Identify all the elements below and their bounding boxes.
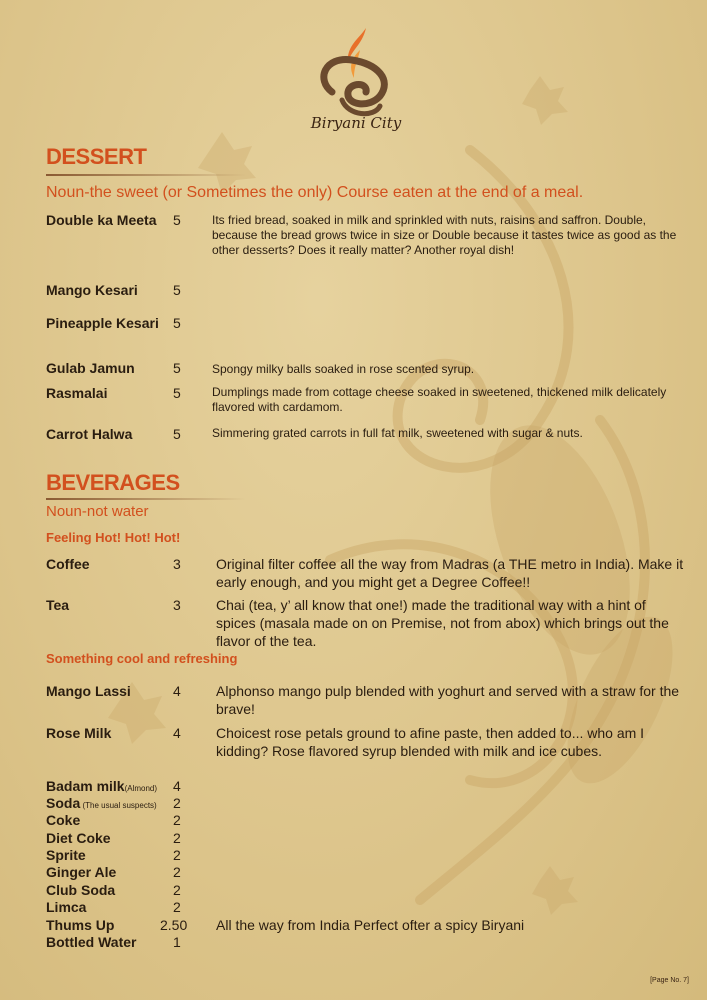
item-name: Rasmalai	[46, 385, 108, 401]
cool-drinks-heading: Something cool and refreshing	[46, 651, 238, 666]
brand-name: Biryani City	[310, 114, 402, 132]
item-price: 2	[173, 864, 181, 880]
item-price: 5	[173, 282, 181, 298]
item-name: Soda	[46, 795, 81, 811]
item-price: 2	[173, 812, 181, 828]
item-price: 5	[173, 315, 181, 331]
item-name: Badam milk	[46, 778, 125, 794]
item-description: Original filter coffee all the way from Madras (a THE metro in India). Make it early enough, and you might get a Degree Coffee!!	[216, 556, 684, 590]
item-name: Mango Kesari	[46, 282, 138, 298]
item-price: 4	[173, 778, 181, 794]
item-name: Limca	[46, 899, 87, 915]
item-name: Rose Milk	[46, 725, 112, 741]
item-name: Mango Lassi	[46, 683, 131, 699]
item-price: 5	[173, 360, 181, 376]
dessert-subtitle: Noun-the sweet (or Sometimes the only) Course eaten at the end of a meal.	[46, 184, 584, 201]
item-description: Simmering grated carrots in full fat milk, sweetened with sugar & nuts.	[212, 426, 583, 440]
item-price: 2	[173, 830, 181, 846]
item-description: Chai (tea, y’ all know that one!) made the traditional way with a hint of spices (masala made on on Premise, not from abox) which brings out the flavor of the tea.	[216, 597, 669, 649]
item-name: Diet Coke	[46, 830, 111, 846]
item-description: Dumplings made from cottage cheese soaked in sweetened, thickened milk delicately flavored with cardamom.	[212, 385, 667, 414]
item-price: 5	[173, 212, 181, 228]
item-price: 2	[173, 847, 181, 863]
item-price: 2	[173, 899, 181, 915]
item-name: Carrot Halwa	[46, 426, 133, 442]
item-note: (Almond)	[124, 784, 158, 793]
beverages-heading: BEVERAGES	[46, 470, 180, 495]
item-description: Its fried bread, soaked in milk and sprinkled with nuts, raisins and saffron. Double, because the bread grows twice in size or Double because it tastes twice as good as the other desserts? Does it really matter? Another royal dish!	[212, 213, 677, 257]
item-price: 3	[173, 556, 181, 572]
item-description: Alphonso mango pulp blended with yoghurt and served with a straw for the brave!	[216, 683, 680, 717]
item-price: 5	[173, 426, 181, 442]
item-price: 2	[173, 795, 181, 811]
hot-drinks-heading: Feeling Hot! Hot! Hot!	[46, 530, 181, 545]
item-description: All the way from India Perfect ofter a spicy Biryani	[216, 917, 525, 933]
item-name: Gulab Jamun	[46, 360, 135, 376]
dessert-heading: DESSERT	[46, 144, 147, 169]
item-name: Ginger Ale	[46, 864, 117, 880]
item-name: Sprite	[46, 847, 86, 863]
beverages-subtitle: Noun-not water	[46, 503, 149, 520]
item-name: Thums Up	[46, 917, 115, 933]
item-price: 4	[173, 725, 181, 741]
item-name: Club Soda	[46, 882, 116, 898]
item-description: Spongy milky balls soaked in rose scented syrup.	[212, 362, 475, 376]
item-name: Tea	[46, 597, 70, 613]
item-name: Bottled Water	[46, 934, 137, 950]
beverages-heading-rule	[46, 498, 246, 500]
item-name: Coffee	[46, 556, 90, 572]
item-price: 3	[173, 597, 181, 613]
item-note: (The usual suspects)	[80, 801, 157, 810]
item-price: 2	[173, 882, 181, 898]
item-price: 5	[173, 385, 181, 401]
item-price: 4	[173, 683, 181, 699]
item-description: Choicest rose petals ground to afine paste, then added to... who am I kidding? Rose flavored syrup blended with milk and ice cubes.	[216, 725, 645, 759]
item-price: 2.50	[160, 917, 188, 933]
dessert-heading-rule	[46, 174, 246, 176]
item-name: Coke	[46, 812, 81, 828]
page-number: [Page No. 7]	[650, 977, 689, 984]
item-name: Double ka Meeta	[46, 212, 157, 228]
item-name: Pineapple Kesari	[46, 315, 159, 331]
item-price: 1	[173, 934, 181, 950]
